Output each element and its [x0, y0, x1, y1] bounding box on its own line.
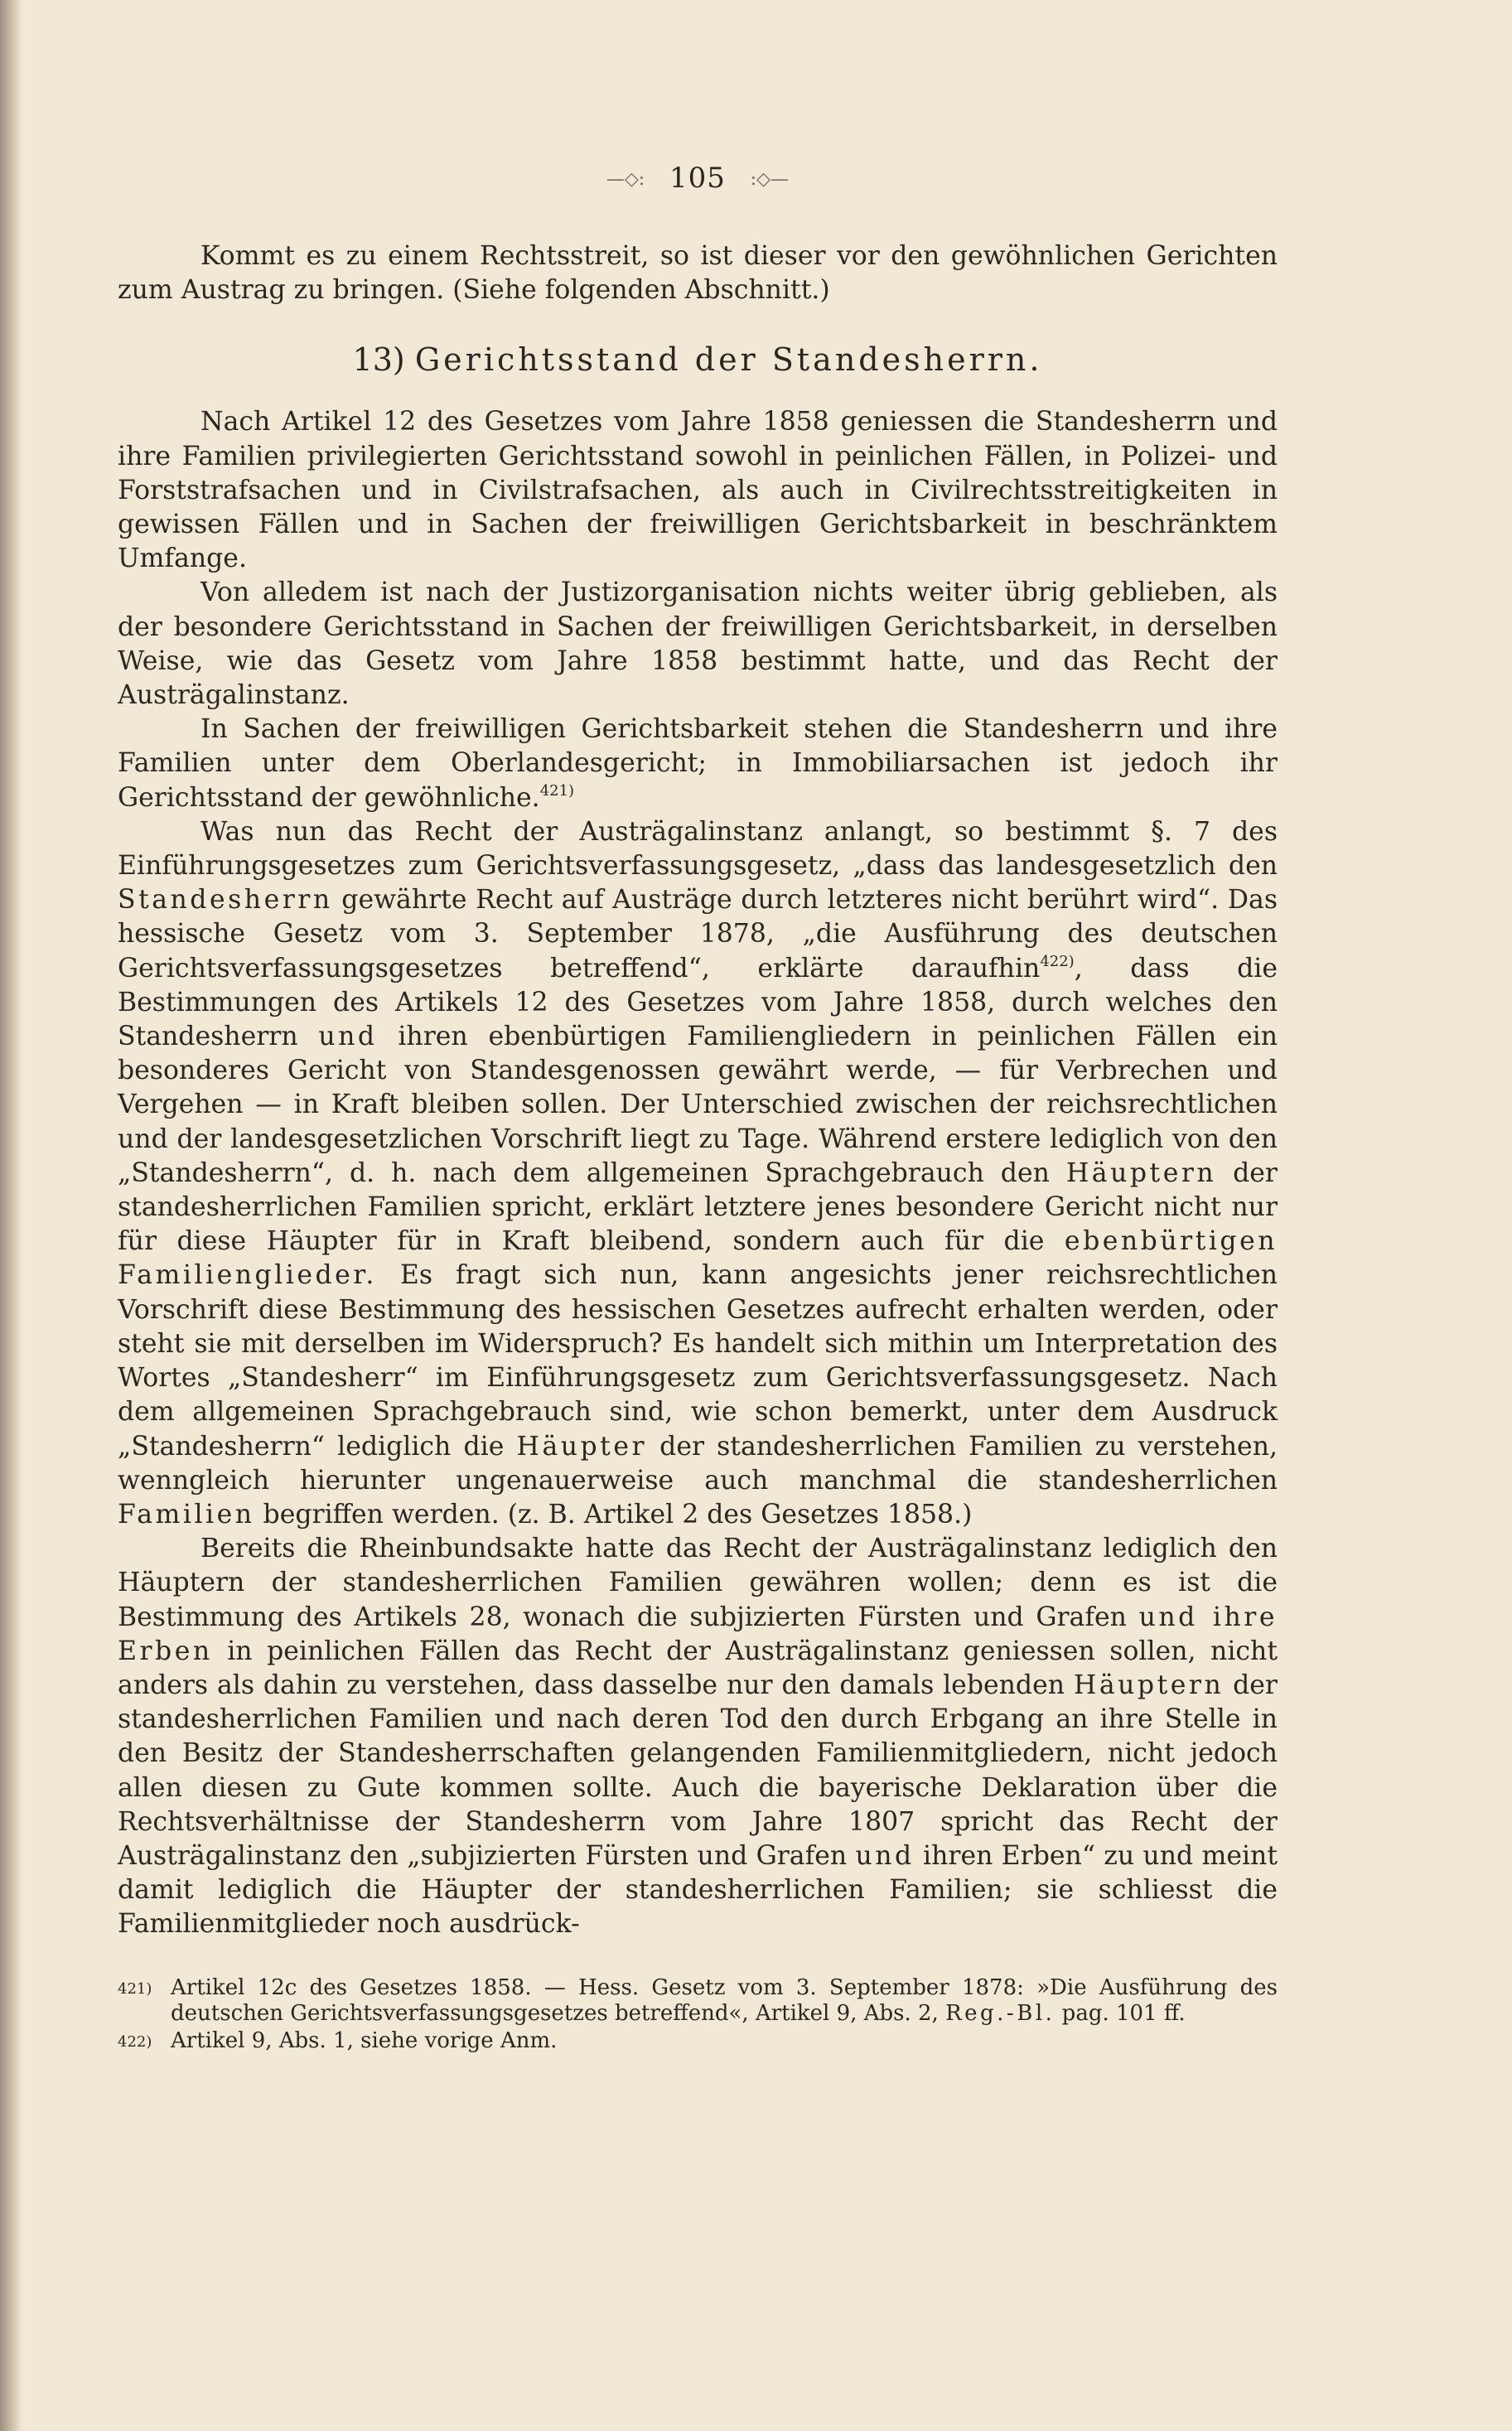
paragraph-4: Was nun das Recht der Austrägalinstanz anlangt, so bestimmt §. 7 des Einführungsgesetzes zum Gerichtsverfassungsgesetz, „dass das landesgesetzlich den Standesherrn gewährte Recht auf Austräge durch letzteres nicht berührt wird“. Das hessische Gesetz vom 3. September 1878, „die Ausführung des deutschen Gerichtsverfassungsgesetzes betreffend“, erklärte daraufhin$^{422)}$, dass die Bestimmungen des Artikels 12 des Gesetzes vom Jahre 1858, durch welches den Standesherrn und ihren ebenbürtigen Familiengliedern in peinlichen Fällen ein besonderes Gericht von Standesgenossen gewährt werde, — für Verbrechen und Vergehen — in Kraft bleiben sollen. Der Unterschied zwischen der reichsrechtlichen und der landesgesetzlichen Vorschrift liegt zu Tage. Während erstere lediglich von den „Standesherrn“, d. h. nach dem allgemeinen Sprachgebrauch den Häuptern der standesherrlichen Familien spricht, erklärt letztere jenes besondere Gericht nicht nur für diese Häupter für in Kraft bleibend, sondern auch für die ebenbürtigen Familienglieder. Es fragt sich nun, kann angesichts jener reichsrechtlichen Vorschrift diese Bestimmung des hessischen Gesetzes aufrecht erhalten werden, oder steht sie mit derselben im Widerspruch? Es handelt sich mithin um Interpretation des Wortes „Standesherr“ im Einführungsgesetz zum Gerichtsverfassungsgesetz. Nach dem allgemeinen Sprachgebrauch sind, wie schon bemerkt, unter dem Ausdruck „Standesherrn“ lediglich die Häupter der standesherrlichen Familien zu verstehen, wenngleich hierunter ungenauerweise auch manchmal die standesherrlichen Familien begriffen werden. (z. B. Artikel 2 des Gesetzes 1858.)	[118, 816, 1278, 1530]
spaced-emphasis: und	[855, 1840, 915, 1871]
footnote-text: Artikel 9, Abs. 1, siehe vorige Anm.	[171, 2027, 558, 2053]
book-page	[118, 162, 1278, 2056]
page-header	[118, 162, 1278, 196]
footnote-421	[118, 1975, 1278, 2027]
spaced-emphasis: Familien	[118, 1499, 255, 1530]
header-ornament-right: :◇—	[750, 169, 790, 190]
footnote-number: 421)	[118, 1979, 152, 1998]
spaced-emphasis: und ihre Erben	[118, 1602, 1278, 1666]
spaced-emphasis: Standesherrn	[118, 885, 333, 916]
paragraph-5: Bereits die Rheinbundsakte hatte das Recht der Austrägalinstanz lediglich den Häuptern der standesherrlichen Familien gewähren wollen; denn es ist die Bestimmung des Artikels 28, wonach die subjizierten Fürsten und Grafen und ihre Erben in peinlichen Fällen das Recht der Austrägalinstanz geniessen sollen, nicht anders als dahin zu verstehen, dass dasselbe nur den damals lebenden Häuptern der standesherrlichen Familien und nach deren Tod den durch Erbgang an ihre Stelle in den Besitz der Standesherrschaften gelangenden Familienmitgliedern, nicht jedoch allen diesen zu Gute kommen sollte. Auch die bayerische Deklaration über die Rechtsverhältnisse der Standesherrn vom Jahre 1807 spricht das Recht der Austrägalinstanz den „subjizierten Fürsten und Grafen und ihren Erben“ zu und meint damit lediglich die Häupter der standesherrlichen Familien; sie schliesst die Familienmitglieder noch ausdrück-	[118, 1534, 1278, 1940]
spaced-emphasis: ebenbürtigen Familienglieder.	[118, 1226, 1278, 1291]
binding-edge	[0, 0, 22, 2431]
footnote-ref-421: 421)	[539, 781, 575, 800]
header-ornament-left: —◇:	[606, 169, 645, 190]
footnote-text: Artikel 12c des Gesetzes 1858. — Hess. Gesetz vom 3. September 1878: »Die Ausführung des deutschen Gerichtsverfassungsgesetzes betreffend«, Artikel 9, Abs. 2, Reg.-Bl. pag. 101 ff.	[171, 1974, 1278, 2026]
section-number: 13)	[352, 341, 405, 379]
footnote-ref-422: 422)	[1040, 952, 1075, 970]
footnote-number: 422)	[118, 2032, 152, 2051]
footnote-422	[118, 2028, 1278, 2055]
spaced-emphasis: Häuptern	[1065, 1158, 1217, 1188]
spaced-emphasis: und	[318, 1022, 378, 1052]
intro-paragraph: Kommt es zu einem Rechtsstreit, so ist dieser vor den gewöhnlichen Gerichten zum Austrag zu bringen. (Siehe folgenden Abschnitt.)	[118, 241, 1278, 306]
footnotes	[118, 1975, 1278, 2055]
section-title: Gerichtsstand der Standesherrn.	[414, 341, 1043, 379]
spaced-emphasis: Reg.-Bl.	[945, 2000, 1056, 2026]
spaced-emphasis: Häuptern	[1073, 1670, 1225, 1700]
section-heading	[118, 341, 1278, 379]
paragraph-2: Von alledem ist nach der Justizorganisation nichts weiter übrig geblieben, als der besondere Gerichtsstand in Sachen der freiwilligen Gerichtsbarkeit, in derselben Weise, wie das Gesetz vom Jahre 1858 bestimmt hatte, und das Recht der Austrägalinstanz.	[118, 578, 1278, 711]
spaced-emphasis: Häupter	[516, 1431, 648, 1462]
paragraph-3: In Sachen der freiwilligen Gerichtsbarkeit stehen die Standesherrn und ihre Familien unter dem Oberlandesgericht; in Immobiliarsachen ist jedoch ihr Gerichtsstand der gewöhnliche.$^{421)}$	[118, 714, 1278, 813]
page-number: 105	[669, 162, 726, 195]
paragraph-1: Nach Artikel 12 des Gesetzes vom Jahre 1858 geniessen die Standesherrn und ihre Familien privilegierten Gerichtsstand sowohl in peinlichen Fällen, in Polizei- und Forststrafsachen und in Civilstrafsachen, als auch in Civilrechtsstreitigkeiten in gewissen Fällen und in Sachen der freiwilligen Gerichtsbarkeit in beschränktem Umfange.	[118, 407, 1278, 574]
